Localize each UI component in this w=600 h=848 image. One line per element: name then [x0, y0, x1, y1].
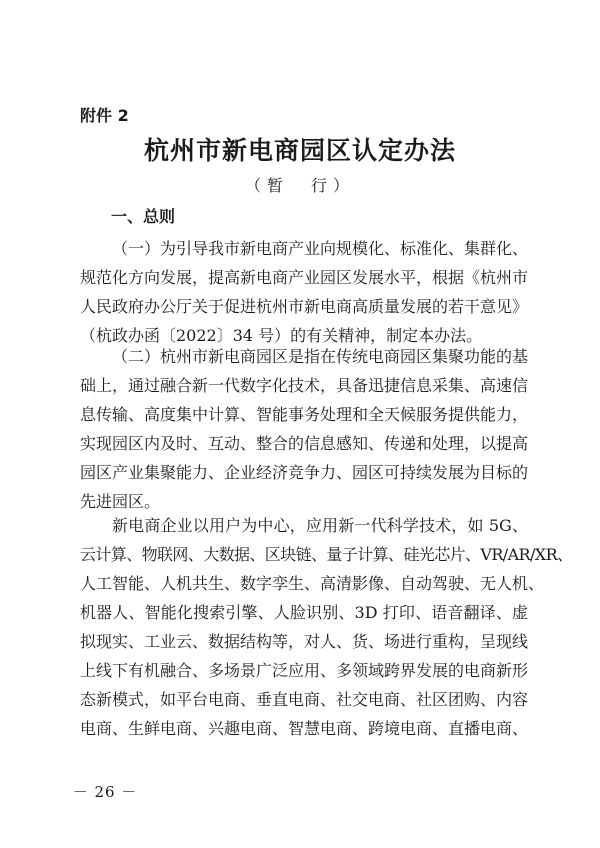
section-heading: 一、总则: [111, 207, 176, 226]
attachment-label: 附件 2: [80, 106, 129, 125]
paragraph-line: 园区产业集聚能力、企业经济竞争力、园区可持续发展为目标的: [80, 463, 529, 482]
paragraph-line: 规范化方向发展，提高新电商产业园区发展水平，根据《杭州市: [80, 268, 529, 287]
paragraph-line: 电商、生鲜电商、兴趣电商、智慧电商、跨境电商、直播电商、: [80, 719, 529, 738]
paragraph-line: 态新模式，如平台电商、垂直电商、社交电商、社区团购、内容: [80, 690, 529, 709]
paragraph-3: [80, 511, 573, 743]
paragraph-line: 上线下有机融合、多场景广泛应用、多领域跨界发展的电商新形: [80, 661, 529, 680]
paragraph-line: 息传输、高度集中计算、智能事务处理和全天候服务提供能力，: [80, 405, 529, 424]
paragraph-2: [80, 342, 528, 516]
paragraph-line: 机器人、智能化搜索引擎、人脸识别、3D 打印、语音翻译、虚: [80, 603, 528, 622]
document-subtitle: （暂 行）: [244, 176, 355, 195]
paragraph-line: 人工智能、人机共生、数字孪生、高清影像、自动驾驶、无人机、: [80, 574, 545, 593]
paragraph-line: 新电商企业以用户为中心，应用新一代科学技术，如 5G、: [112, 516, 528, 535]
paragraph-line: 础上，通过融合新一代数字化技术，具备迅捷信息采集、高速信: [80, 376, 529, 395]
paragraph-line: 云计算、物联网、大数据、区块链、量子计算、硅光芯片、VR/AR/XR、: [80, 545, 573, 564]
paragraph-1: [80, 234, 528, 350]
paragraph-line: 人民政府办公厅关于促进杭州市新电商高质量发展的若干意见》: [80, 297, 529, 316]
document-title: 杭州市新电商园区认定办法: [143, 136, 456, 165]
paragraph-line: 拟现实、工业云、数据结构等，对人、货、场进行重构，呈现线: [80, 632, 529, 651]
paragraph-line: （二）杭州市新电商园区是指在传统电商园区集聚功能的基: [112, 347, 529, 366]
paragraph-line: （一）为引导我市新电商产业向规模化、标准化、集群化、: [112, 239, 529, 258]
paragraph-line: 实现园区内及时、互动、整合的信息感知、传递和处理，以提高: [80, 434, 529, 453]
page-number: － 26 －: [72, 783, 138, 801]
paragraph-line: 先进园区。: [80, 492, 161, 511]
paragraph-line: （杭政办函〔2022〕34 号）的有关精神，制定本办法。: [80, 326, 483, 345]
